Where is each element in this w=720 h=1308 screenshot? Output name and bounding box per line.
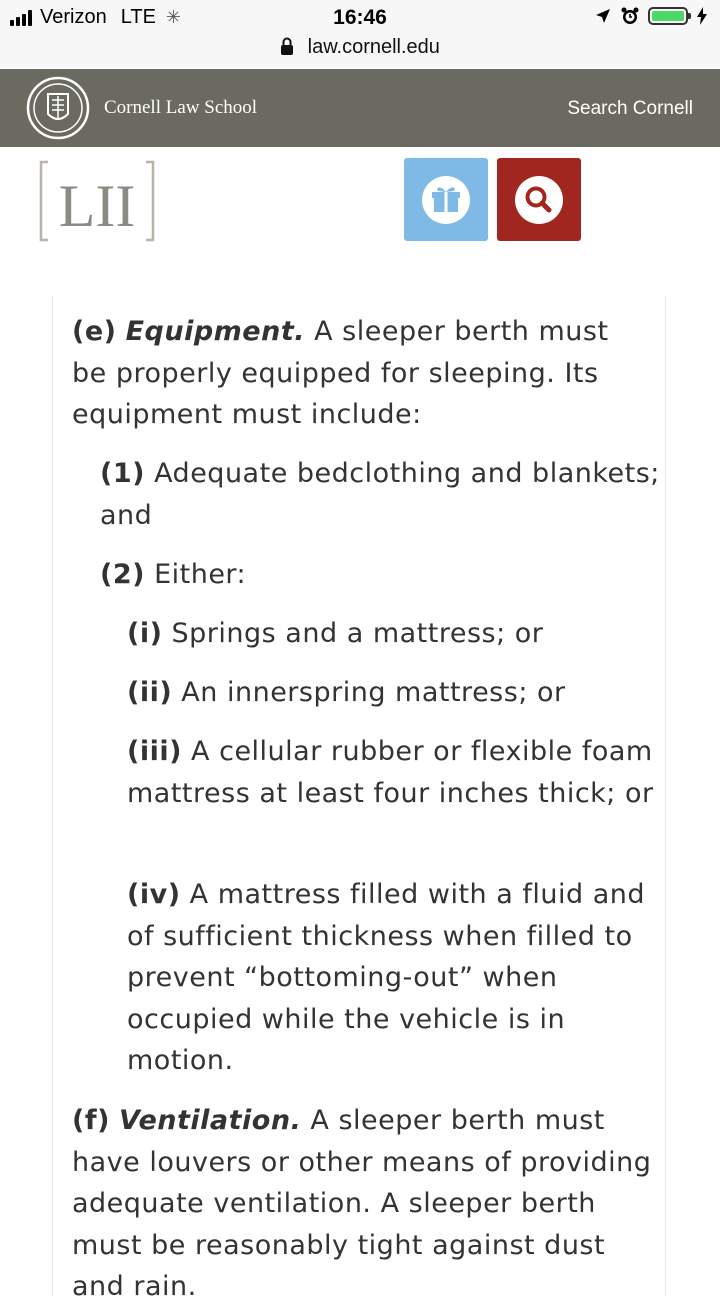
lii-logo-text: LII: [58, 173, 136, 239]
status-time: 16:46: [333, 6, 387, 29]
paragraph-f-heading: Ventilation.: [119, 1105, 302, 1136]
lock-icon: [280, 37, 294, 55]
paragraph-e2-label: (2): [100, 559, 145, 590]
paragraph-ei: [127, 613, 667, 655]
paragraph-eiv-text: A mattress filled with a fluid and of sufficient thickness when filled to prevent “bottoming-out” when occupied while the vehicle is in motion.: [127, 879, 646, 1076]
paragraph-e-heading: Equipment.: [125, 316, 305, 347]
paragraph-eii-text: An innerspring mattress; or: [181, 677, 566, 708]
paragraph-e2-text: Either:: [154, 559, 247, 590]
paragraph-e2: [100, 554, 660, 596]
carrier-name: Verizon: [40, 6, 107, 28]
cornell-law-school-title[interactable]: Cornell Law School: [104, 97, 258, 118]
status-bar: [0, 0, 720, 36]
paragraph-e1: [100, 453, 660, 536]
gift-icon: [421, 175, 471, 225]
paragraph-f-label: (f): [72, 1105, 110, 1136]
cornell-header: [0, 69, 720, 147]
paragraph-eiii-label: (iii): [127, 736, 182, 767]
url-bar[interactable]: [0, 36, 720, 68]
paragraph-e-text: A sleeper berth must be properly equipped for sleeping. Its equipment must include:: [72, 316, 609, 430]
paragraph-eiv: [127, 874, 667, 1082]
cornell-seal-icon[interactable]: [26, 76, 90, 140]
paragraph-ei-label: (i): [127, 618, 163, 649]
donate-button[interactable]: [404, 158, 488, 241]
search-icon: [514, 175, 564, 225]
loading-spinner-icon: ✳: [165, 7, 182, 27]
paragraph-f-text: A sleeper berth must have louvers or other means of providing adequate ventilation. A sleeper berth must be reasonably tight against dust and rain.: [72, 1105, 652, 1302]
search-button[interactable]: [497, 158, 581, 241]
paragraph-e: [72, 311, 652, 436]
paragraph-eiv-label: (iv): [127, 879, 181, 910]
paragraph-f: [72, 1100, 652, 1308]
paragraph-ei-text: Springs and a mattress; or: [171, 618, 544, 649]
location-arrow-icon: [594, 7, 612, 25]
network-type: LTE: [120, 6, 156, 28]
search-cornell-link[interactable]: Search Cornell: [567, 98, 693, 119]
paragraph-e1-label: (1): [100, 458, 145, 489]
url-domain[interactable]: law.cornell.edu: [307, 36, 440, 58]
paragraph-eiii-text: A cellular rubber or flexible foam mattress at least four inches thick; or: [127, 736, 654, 809]
paragraph-eii: [127, 672, 667, 714]
status-right: [594, 6, 708, 26]
paragraph-e1-text: Adequate bedclothing and blankets; and: [100, 458, 660, 531]
alarm-clock-icon: [620, 6, 640, 26]
charging-bolt-icon: [696, 7, 708, 25]
lii-logo[interactable]: [38, 160, 158, 242]
paragraph-eii-label: (ii): [127, 677, 173, 708]
paragraph-e-label: (e): [72, 316, 117, 347]
paragraph-eiii: [127, 731, 667, 814]
battery-icon: [648, 7, 688, 25]
